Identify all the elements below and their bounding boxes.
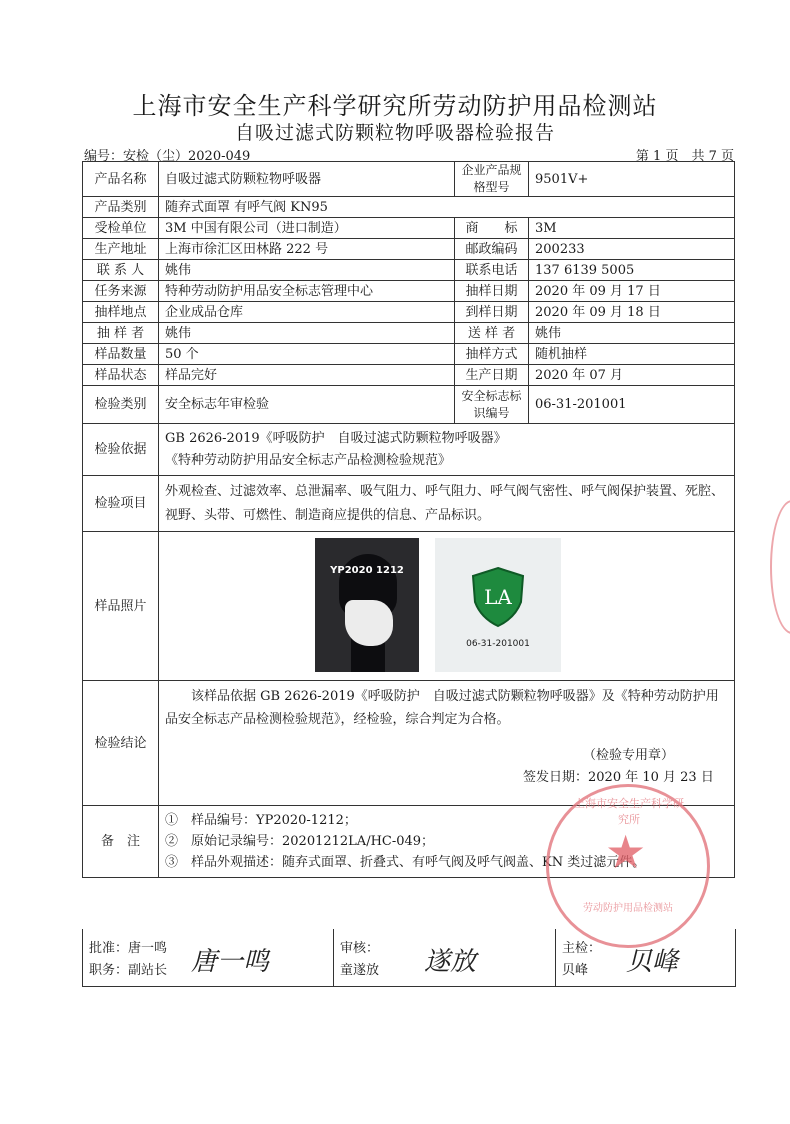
report-subtitle: 自吸过滤式防颗粒物呼吸器检验报告: [234, 122, 555, 144]
la-logo-text: LA: [484, 585, 512, 609]
table-row: [83, 281, 735, 302]
approver-signature: 唐一鸣: [191, 947, 270, 977]
value-safety-mark-no: 06-31-201001: [529, 386, 735, 424]
table-row: [83, 239, 735, 260]
table-row: [83, 476, 735, 532]
label-client: 受检单位: [83, 218, 159, 239]
value-category: 安全标志年审检验: [159, 386, 455, 424]
table-row: [83, 302, 735, 323]
value-sampler: 姚伟: [159, 323, 455, 344]
value-trademark: 3M: [529, 218, 735, 239]
issue-date: 签发日期：2020 年 10 月 23 日: [523, 770, 714, 785]
label-category: 检验类别: [83, 386, 159, 424]
seal-star-icon: ★: [605, 825, 647, 879]
label-basis: 检验依据: [83, 424, 159, 476]
value-sender: 姚伟: [529, 323, 735, 344]
label-phone: 联系电话: [455, 260, 529, 281]
report-organization-title: 上海市安全生产科学研究所劳动防护用品检测站: [132, 92, 658, 120]
reviewer-label: 审核：: [340, 941, 380, 956]
value-postcode: 200233: [529, 239, 735, 260]
approval-cell: [83, 929, 333, 986]
value-address: 上海市徐汇区田林路 222 号: [159, 239, 455, 260]
label-source: 任务来源: [83, 281, 159, 302]
table-row: [83, 197, 735, 218]
value-status: 样品完好: [159, 365, 455, 386]
list-item: ③ 样品外观描述：随弃式面罩、折叠式、有呼气阀及呼气阀盖、KN 类过滤元件。: [165, 855, 646, 870]
value-items: 外观检查、过滤效率、总泄漏率、吸气阻力、呼气阻力、呼气阀气密性、呼气阀保护装置、死腔、视野、头带、可燃性、制造商应提供的信息、产品标识。: [159, 476, 735, 532]
label-quantity: 样品数量: [83, 344, 159, 365]
label-product-name: 产品名称: [83, 162, 159, 197]
value-model: 9501V+: [529, 162, 735, 197]
label-sample-date: 抽样日期: [455, 281, 529, 302]
official-seal: [546, 784, 710, 948]
conclusion-text: 该样品依据 GB 2626-2019《呼吸防护 自吸过滤式防颗粒物呼吸器》及《特种劳动防护用品安全标志产品检测检验规范》，经检验，综合判定为合格。: [165, 689, 719, 727]
value-contact: 姚伟: [159, 260, 455, 281]
label-postcode: 邮政编码: [455, 239, 529, 260]
reviewer-name: 童遂放: [340, 963, 380, 978]
approver-title: 职务：副站长: [89, 963, 168, 978]
table-row: [83, 365, 735, 386]
label-sampling-method: 抽样方式: [455, 344, 529, 365]
review-cell: [333, 929, 556, 986]
value-basis: [159, 424, 735, 476]
label-conclusion: 检验结论: [83, 681, 159, 806]
value-client: 3M 中国有限公司（进口制造）: [159, 218, 455, 239]
table-row: [83, 344, 735, 365]
label-contact: 联 系 人: [83, 260, 159, 281]
label-sampler: 抽 样 者: [83, 323, 159, 344]
table-row: [83, 218, 735, 239]
value-phone: 137 6139 5005: [529, 260, 735, 281]
basis-line-1: GB 2626-2019《呼吸防护 自吸过滤式防颗粒物呼吸器》: [165, 430, 507, 446]
value-arrival-date: 2020 年 09 月 18 日: [529, 302, 735, 323]
basis-line-2: 《特种劳动防护用品安全标志产品检测检验规范》: [165, 452, 452, 468]
table-row: [83, 260, 735, 281]
la-code: 06-31-201001: [466, 639, 530, 649]
value-sample-site: 企业成品仓库: [159, 302, 455, 323]
label-safety-mark-no: 安全标志标识编号: [455, 386, 529, 424]
inspector-name: 贝峰: [562, 963, 589, 978]
value-production-date: 2020 年 07 月: [529, 365, 735, 386]
value-source: 特种劳动防护用品安全标志管理中心: [159, 281, 455, 302]
edge-seal: [770, 500, 790, 634]
report-table: [82, 161, 735, 878]
table-row: [83, 162, 735, 197]
label-trademark: 商 标: [455, 218, 529, 239]
label-product-type: 产品类别: [83, 197, 159, 218]
approver-label: 批准：唐一鸣: [89, 941, 168, 956]
label-model: 企业产品规格型号: [455, 162, 529, 197]
page-indicator: 第 1 页 共 7 页: [635, 149, 734, 164]
la-shield-icon: [471, 566, 525, 628]
respirator-photo: [315, 538, 419, 672]
table-row: [83, 386, 735, 424]
label-items: 检验项目: [83, 476, 159, 532]
value-sampling-method: 随机抽样: [529, 344, 735, 365]
inspector-signature: 贝峰: [626, 947, 679, 977]
stamp-caption: （检验专用章）: [583, 748, 675, 763]
report-number: 编号：安检（尘）2020-049: [84, 149, 251, 164]
label-arrival-date: 到样日期: [455, 302, 529, 323]
seal-ring-text: 上海市安全生产科学研究所: [574, 797, 684, 826]
sample-photos: [159, 532, 734, 680]
value-quantity: 50 个: [159, 344, 455, 365]
label-address: 生产地址: [83, 239, 159, 260]
label-sender: 送 样 者: [455, 323, 529, 344]
table-row: [83, 424, 735, 476]
table-row: [83, 532, 735, 681]
respirator-mask: [345, 600, 393, 646]
list-item: ② 原始记录编号：20201212LA/HC-049；: [165, 834, 435, 849]
label-status: 样品状态: [83, 365, 159, 386]
label-notes: 备 注: [83, 806, 159, 878]
reviewer-signature: 遂放: [424, 947, 477, 977]
la-label-photo: [435, 538, 561, 672]
list-item: ① 样品编号：YP2020-1212；: [165, 813, 357, 828]
seal-bottom-text: 劳动防护用品检测站: [583, 903, 673, 914]
label-production-date: 生产日期: [455, 365, 529, 386]
label-sample-site: 抽样地点: [83, 302, 159, 323]
value-sample-date: 2020 年 09 月 17 日: [529, 281, 735, 302]
label-photo: 样品照片: [83, 532, 159, 681]
sample-tag: YP2020 1212: [330, 565, 404, 576]
value-product-type: 随弃式面罩 有呼气阀 KN95: [159, 197, 735, 218]
inspector-label: 主检：: [562, 941, 602, 956]
table-row: [83, 323, 735, 344]
value-product-name: 自吸过滤式防颗粒物呼吸器: [159, 162, 455, 197]
photo-cell: [159, 532, 735, 681]
